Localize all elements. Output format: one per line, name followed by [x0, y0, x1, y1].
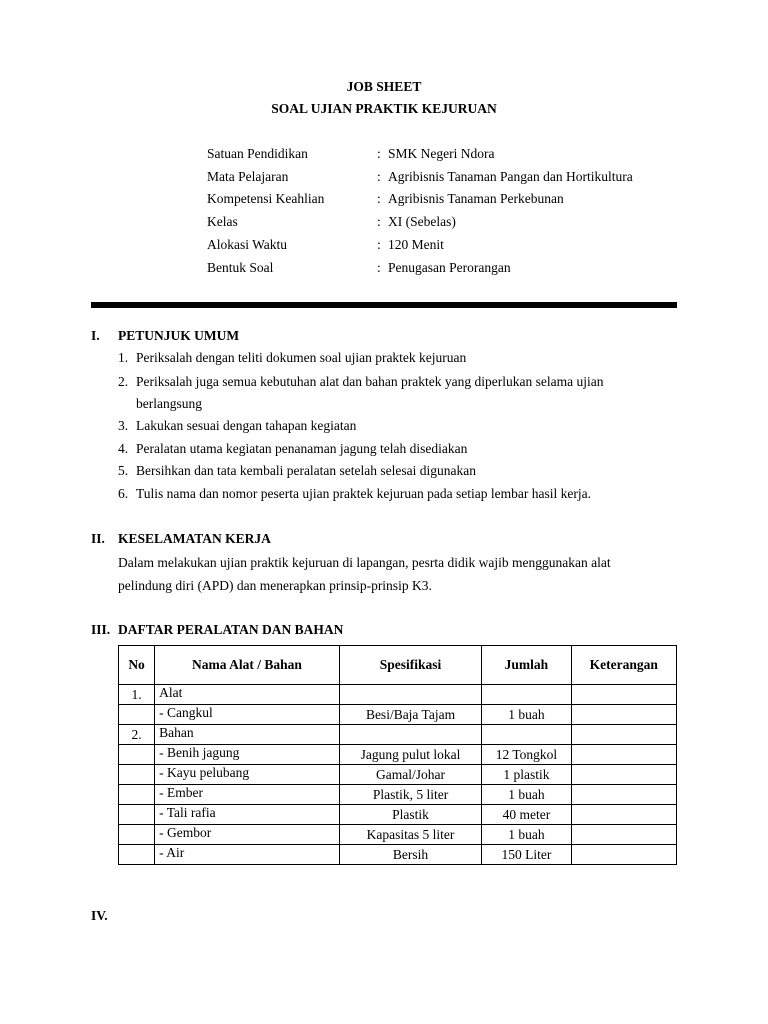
cell-spec: Bersih	[339, 845, 482, 865]
info-label: Alokasi Waktu	[207, 237, 288, 252]
cell-qty: 1 buah	[482, 825, 571, 845]
cell-spec	[339, 725, 482, 745]
cell-no	[119, 745, 155, 765]
info-value: SMK Negeri Ndora	[388, 146, 495, 161]
list-item: Tulis nama dan nomor peserta ujian praktek kejuruan pada setiap lembar hasil kerja.	[136, 486, 591, 501]
cell-spec: Gamal/Johar	[339, 765, 482, 785]
list-item-number: 6.	[118, 486, 129, 501]
col-header-no: No	[119, 646, 155, 685]
doc-title: JOB SHEET	[346, 79, 422, 94]
cell-no	[119, 765, 155, 785]
col-header-note: Keterangan	[571, 646, 676, 685]
table-row	[119, 725, 677, 745]
cell-spec: Kapasitas 5 liter	[339, 825, 482, 845]
col-header-qty: Jumlah	[482, 646, 571, 685]
cell-name: - Tali rafia	[155, 805, 340, 825]
info-value: Agribisnis Tanaman Perkebunan	[388, 191, 564, 206]
cell-name: - Gembor	[155, 825, 340, 845]
paragraph-line: Dalam melakukan ujian praktik kejuruan di lapangan, pesrta didik wajib menggunakan alat	[118, 555, 611, 570]
cell-note	[571, 685, 676, 705]
info-label: Mata Pelajaran	[207, 169, 289, 184]
info-colon: :	[377, 260, 381, 275]
section-number: IV.	[91, 908, 108, 923]
cell-name: Bahan	[155, 725, 340, 745]
info-label: Bentuk Soal	[207, 260, 274, 275]
cell-name: - Cangkul	[155, 705, 340, 725]
info-value: Penugasan Perorangan	[388, 260, 511, 275]
cell-qty	[482, 685, 571, 705]
cell-spec: Jagung pulut lokal	[339, 745, 482, 765]
table-row	[119, 825, 677, 845]
cell-name: - Benih jagung	[155, 745, 340, 765]
cell-no	[119, 845, 155, 865]
cell-spec	[339, 685, 482, 705]
table-row	[119, 745, 677, 765]
info-value: Agribisnis Tanaman Pangan dan Hortikultura	[388, 169, 633, 184]
info-label: Kelas	[207, 214, 238, 229]
cell-name: - Kayu pelubang	[155, 765, 340, 785]
cell-note	[571, 785, 676, 805]
cell-qty: 1 buah	[482, 785, 571, 805]
section-title: PETUNJUK UMUM	[118, 328, 240, 343]
cell-name: - Air	[155, 845, 340, 865]
info-value: 120 Menit	[388, 237, 444, 252]
header-divider	[91, 302, 677, 308]
cell-note	[571, 825, 676, 845]
info-colon: :	[377, 169, 381, 184]
cell-qty: 1 plastik	[482, 765, 571, 785]
cell-no	[119, 825, 155, 845]
cell-name: Alat	[155, 685, 340, 705]
list-item-number: 5.	[118, 463, 129, 478]
list-item-number: 3.	[118, 418, 129, 433]
table-row	[119, 845, 677, 865]
cell-note	[571, 705, 676, 725]
col-header-name: Nama Alat / Bahan	[155, 646, 340, 685]
section-number: II.	[91, 531, 105, 546]
cell-spec: Plastik, 5 liter	[339, 785, 482, 805]
list-item-number: 1.	[118, 350, 129, 365]
info-colon: :	[377, 237, 381, 252]
table-row	[119, 785, 677, 805]
cell-note	[571, 805, 676, 825]
list-item-continuation: berlangsung	[136, 396, 202, 411]
cell-note	[571, 725, 676, 745]
cell-note	[571, 765, 676, 785]
list-item: Periksalah juga semua kebutuhan alat dan bahan praktek yang diperlukan selama ujian	[136, 374, 604, 389]
cell-note	[571, 845, 676, 865]
list-item: Periksalah dengan teliti dokumen soal ujian praktek kejuruan	[136, 350, 467, 365]
cell-note	[571, 745, 676, 765]
col-header-spec: Spesifikasi	[339, 646, 482, 685]
table-header-row	[119, 646, 677, 685]
cell-qty: 40 meter	[482, 805, 571, 825]
cell-no	[119, 785, 155, 805]
cell-qty	[482, 725, 571, 745]
cell-no: 1.	[119, 685, 155, 705]
cell-no	[119, 805, 155, 825]
list-item-number: 4.	[118, 441, 129, 456]
section-title: DAFTAR PERALATAN DAN BAHAN	[118, 622, 344, 637]
cell-qty: 12 Tongkol	[482, 745, 571, 765]
list-item: Peralatan utama kegiatan penanaman jagung telah disediakan	[136, 441, 468, 456]
table-row	[119, 765, 677, 785]
table-row	[119, 685, 677, 705]
info-colon: :	[377, 191, 381, 206]
table-row	[119, 705, 677, 725]
equipment-table	[118, 645, 677, 865]
info-label: Satuan Pendidikan	[207, 146, 308, 161]
cell-no	[119, 705, 155, 725]
info-label: Kompetensi Keahlian	[207, 191, 325, 206]
info-colon: :	[377, 214, 381, 229]
paragraph-line: pelindung diri (APD) dan menerapkan prinsip-prinsip K3.	[118, 578, 432, 593]
doc-subtitle: SOAL UJIAN PRAKTIK KEJURUAN	[271, 101, 497, 116]
info-value: XI (Sebelas)	[388, 214, 456, 229]
section-title: KESELAMATAN KERJA	[118, 531, 271, 546]
list-item: Lakukan sesuai dengan tahapan kegiatan	[136, 418, 357, 433]
cell-spec: Plastik	[339, 805, 482, 825]
table-row	[119, 805, 677, 825]
cell-no: 2.	[119, 725, 155, 745]
cell-qty: 150 Liter	[482, 845, 571, 865]
list-item: Bersihkan dan tata kembali peralatan setelah selesai digunakan	[136, 463, 476, 478]
cell-qty: 1 buah	[482, 705, 571, 725]
cell-name: - Ember	[155, 785, 340, 805]
cell-spec: Besi/Baja Tajam	[339, 705, 482, 725]
section-number: III.	[91, 622, 111, 637]
list-item-number: 2.	[118, 374, 129, 389]
info-colon: :	[377, 146, 381, 161]
section-number: I.	[91, 328, 100, 343]
